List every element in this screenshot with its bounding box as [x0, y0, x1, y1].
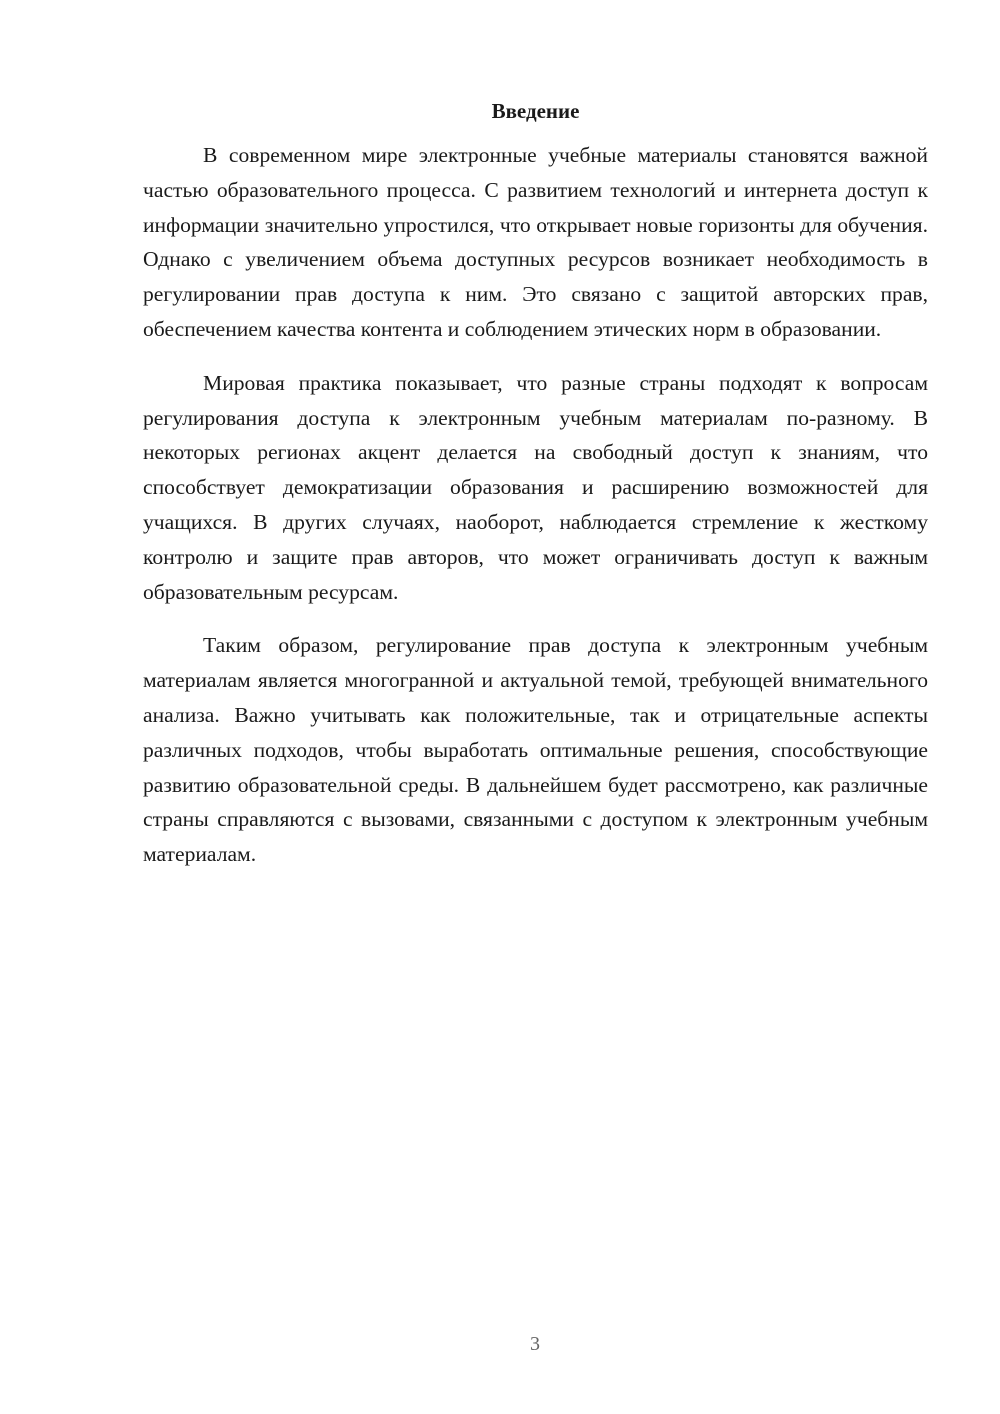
paragraph-3: Таким образом, регулирование прав доступа к электронным учебным материалам является многогранной и актуальной темой, требующей внимательного анализа. Важно учитывать как положительные, так и отрицательные аспекты различных подходов, чтобы выработать оптимальные решения, способствующие развитию образовательной среды. В дальнейшем будет рассмотрено, как различные страны справляются с вызовами, связанными с доступом к электронным учебным материалам. [143, 633, 928, 867]
paragraph-2: Мировая практика показывает, что разные страны подходят к вопросам регулирования доступа к электронным учебным материалам по-разному. В некоторых регионах акцент делается на свободный доступ к знаниям, что способствует демократизации образования и расширению возможностей для учащихся. В других случаях, наоборот, наблюдается стремление к жесткому контролю и защите прав авторов, что может ограничивать доступ к важным образовательным ресурсам. [143, 370, 928, 604]
paragraph-1: В современном мире электронные учебные материалы становятся важной частью образовательного процесса. С развитием технологий и интернета доступ к информации значительно упростился, что открывает новые горизонты для обучения. Однако с увеличением объема доступных ресурсов возникает необходимость в регулировании прав доступа к ним. Это связано с защитой авторских прав, обеспечением качества контента и соблюдением этических норм в образовании. [143, 143, 928, 341]
section-heading: Введение [491, 99, 580, 123]
page-number: 3 [530, 1333, 540, 1355]
document-body [143, 94, 928, 891]
